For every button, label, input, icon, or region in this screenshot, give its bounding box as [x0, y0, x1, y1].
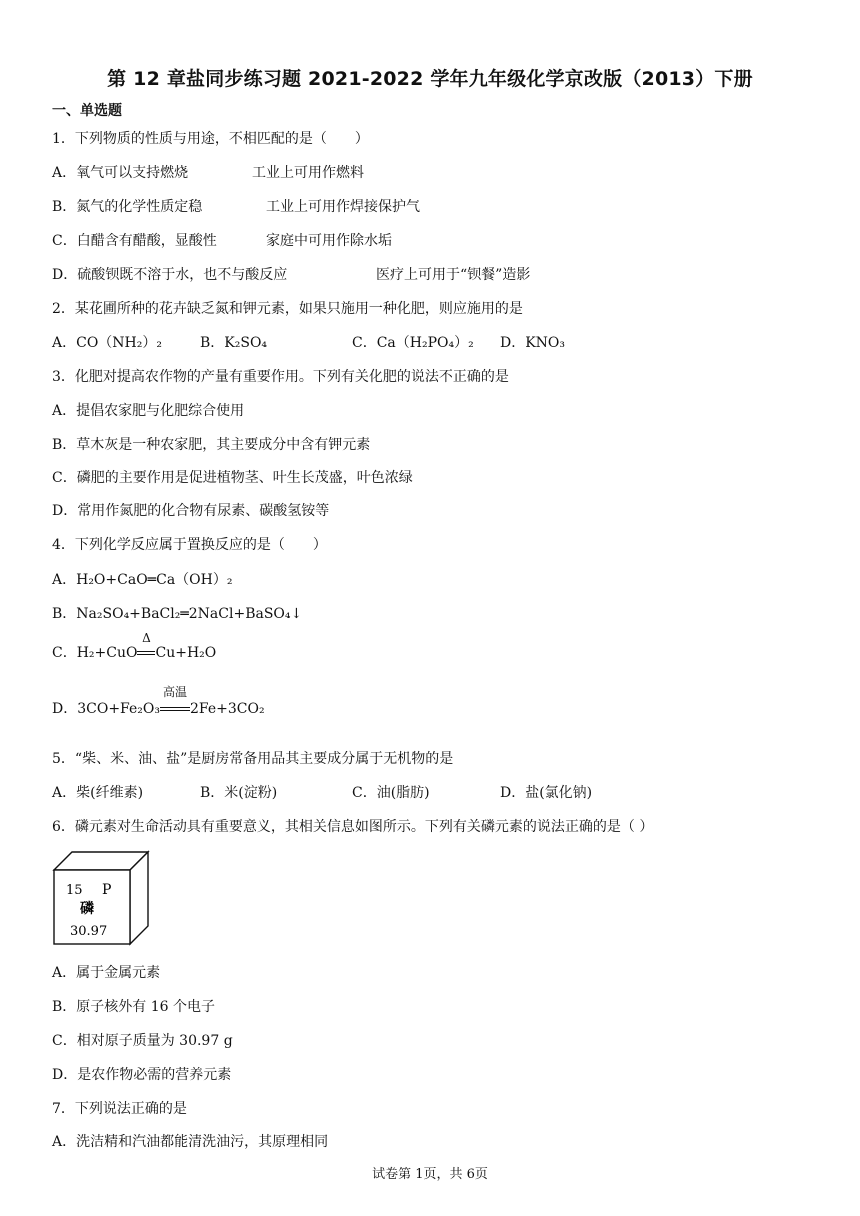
- q4-c-condition: Δ: [142, 631, 151, 645]
- q1-b-use: 工业上可用作焊接保护气: [266, 199, 420, 215]
- q4-d-condition: 高温: [162, 685, 187, 699]
- q2-option-a[interactable]: A．CO（NH₂）₂: [52, 335, 162, 351]
- q1-b-property: B．氮气的化学性质定稳: [52, 199, 203, 215]
- q4-option-c[interactable]: [52, 631, 217, 662]
- q4-c-arrow: [137, 631, 155, 661]
- q3-option-a[interactable]: A．提倡农家肥与化肥综合使用: [52, 403, 245, 419]
- q6-option-b[interactable]: B．原子核外有 16 个电子: [52, 999, 216, 1015]
- q4-option-a[interactable]: A．H₂O+CaO═Ca（OH）₂: [52, 572, 233, 588]
- q6-stem: 6．磷元素对生命活动具有重要意义，其相关信息如图所示。下列有关磷元素的说法正确的是（ ）: [52, 819, 654, 835]
- cell-atomic-mass: 30.97: [70, 924, 108, 939]
- q1-d-property: D．硫酸钡既不溶于水，也不与酸反应: [52, 267, 288, 283]
- q4-option-d[interactable]: [52, 685, 265, 718]
- q7-option-a[interactable]: A．洗洁精和汽油都能清洗油污，其原理相同: [52, 1134, 329, 1150]
- q5-option-d[interactable]: D．盐(氯化钠): [500, 785, 593, 801]
- q6-option-a[interactable]: A．属于金属元素: [52, 965, 161, 981]
- q1-c-use: 家庭中可用作除水垢: [266, 233, 392, 249]
- q6-option-d[interactable]: D．是农作物必需的营养元素: [52, 1067, 232, 1083]
- q5-stem: 5．“柴、米、油、盐”是厨房常备用品其主要成分属于无机物的是: [52, 751, 454, 767]
- q4-option-b[interactable]: B．Na₂SO₄+BaCl₂═2NaCl+BaSO₄↓: [52, 606, 303, 622]
- q3-option-c[interactable]: C．磷肥的主要作用是促进植物茎、叶生长茂盛，叶色浓绿: [52, 470, 413, 486]
- q5-option-a[interactable]: A．柴(纤维素): [52, 785, 144, 801]
- q1-option-b[interactable]: [52, 196, 420, 216]
- q3-option-b[interactable]: B．草木灰是一种农家肥，其主要成分中含有钾元素: [52, 437, 371, 453]
- q7-stem: 7．下列说法正确的是: [52, 1101, 187, 1117]
- q1-option-c[interactable]: [52, 230, 392, 250]
- q5-option-c[interactable]: C．油(脂肪): [352, 785, 430, 801]
- q2-option-d[interactable]: D．KNO₃: [500, 335, 566, 351]
- page-footer: 试卷第 1页，共 6页: [372, 1167, 488, 1182]
- q1-stem: 1．下列物质的性质与用途，不相匹配的是（ ）: [52, 131, 369, 147]
- q4-d-products: 2Fe+3CO₂: [190, 701, 265, 717]
- cell-element-name: 磷: [80, 901, 94, 917]
- q1-option-d[interactable]: [52, 264, 531, 284]
- q3-stem: 3．化肥对提高农作物的产量有重要作用。下列有关化肥的说法不正确的是: [52, 369, 509, 385]
- q2-option-b[interactable]: B．K₂SO₄: [200, 335, 268, 351]
- q1-d-use: 医疗上可用于“钡餐”造影: [376, 267, 531, 283]
- q2-stem: 2．某花圃所种的花卉缺乏氮和钾元素，如果只施用一种化肥，则应施用的是: [52, 301, 523, 317]
- q1-a-use: 工业上可用作燃料: [252, 165, 364, 181]
- q1-c-property: C．白醋含有醋酸，显酸性: [52, 233, 217, 249]
- cell-atomic-number: 15: [66, 883, 83, 898]
- q4-c-reactants: C．H₂+CuO: [52, 645, 138, 661]
- q1-option-a[interactable]: [52, 162, 364, 182]
- cell-symbol: P: [102, 882, 112, 898]
- q1-a-property: A．氧气可以支持燃烧: [52, 165, 189, 181]
- section-heading: 一、单选题: [52, 103, 122, 119]
- q4-stem: 4．下列化学反应属于置换反应的是（ ）: [52, 537, 327, 553]
- q2-option-c[interactable]: C．Ca（H₂PO₄）₂: [352, 335, 474, 351]
- q4-c-products: Cu+H₂O: [155, 645, 217, 661]
- phosphorus-element-cell: [52, 848, 152, 948]
- q6-option-c[interactable]: C．相对原子质量为 30.97 g: [52, 1033, 233, 1049]
- q4-d-arrow: [160, 685, 190, 717]
- q3-option-d[interactable]: D．常用作氮肥的化合物有尿素、碳酸氢铵等: [52, 503, 330, 519]
- q5-option-b[interactable]: B．米(淀粉): [200, 785, 278, 801]
- q4-d-reactants: D．3CO+Fe₂O₃: [52, 701, 160, 717]
- page-title: 第 12 章盐同步练习题 2021-2022 学年九年级化学京改版（2013）下册: [107, 68, 753, 90]
